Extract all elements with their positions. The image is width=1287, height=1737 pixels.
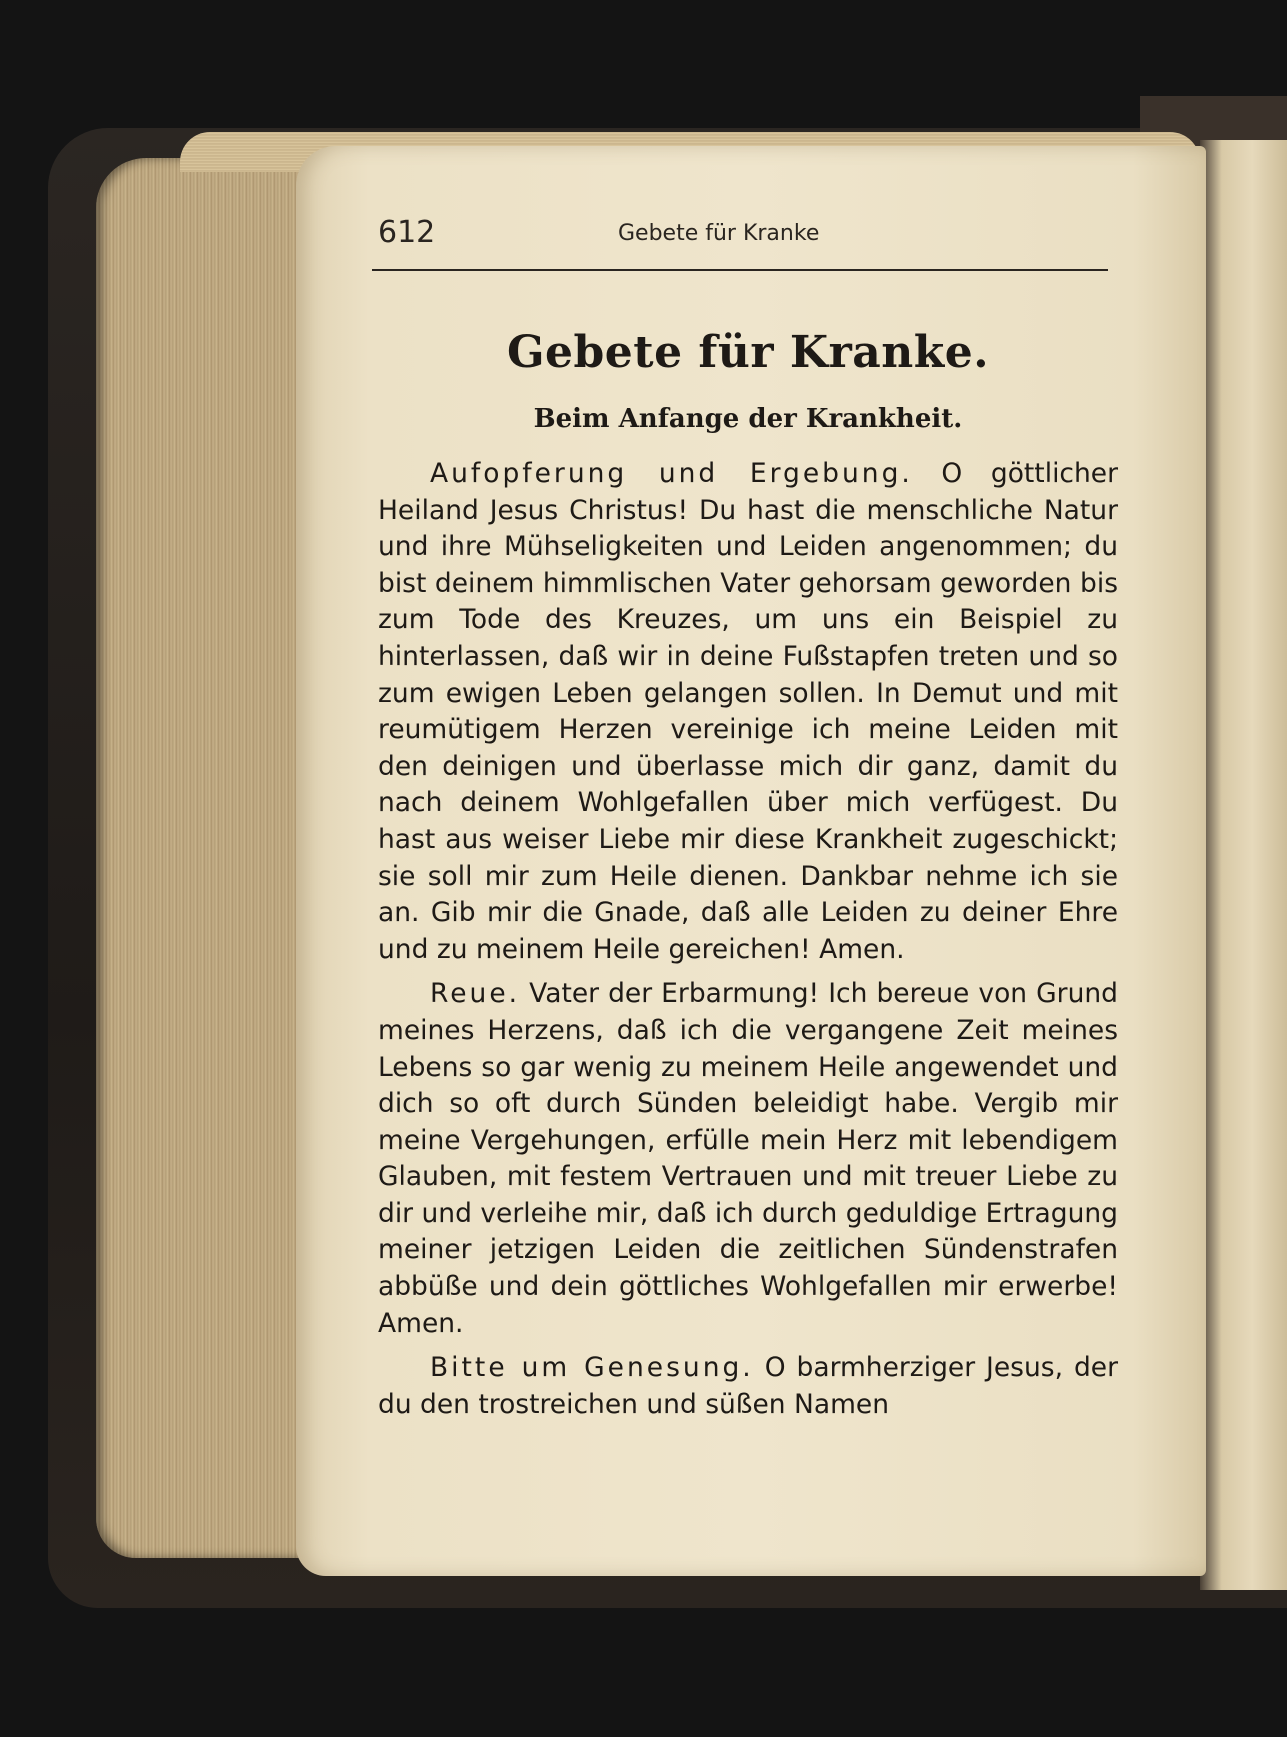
section-subtitle: Beim Anfange der Krankheit.: [533, 404, 963, 434]
page-title: Gebete für Kranke.: [506, 327, 990, 378]
header-rule: [372, 269, 1108, 271]
prayer-paragraph: [378, 1350, 1118, 1423]
prayer-lead: Aufopferung und Ergebung.: [430, 458, 913, 489]
page-number: 612: [378, 215, 436, 250]
prayer-lead: Bitte um Genesung.: [430, 1352, 754, 1384]
page-content: [378, 215, 1118, 1423]
prayer-paragraph: [378, 456, 1118, 968]
running-head: [378, 215, 1118, 259]
page-gutter: [1200, 140, 1287, 1590]
prayer-text: O barmherziger Jesus, der du den trostreichen und süßen Namen: [378, 1352, 1118, 1420]
prayer-lead: Reue.: [430, 978, 521, 1010]
prayer-paragraph: [378, 976, 1118, 1342]
prayer-text: Vater der Erbarmung! Ich bereue von Grund meines Herzens, daß ich die vergangene Zeit meines Lebens so gar wenig zu meinem Heile angewendet und dich so oft durch Sünden beleidigt habe. Vergib mir meine Vergehungen, erfülle mein Herz mit lebendigem Glauben, mit festem Vertrauen und mit treuer Liebe zu dir und verleihe mir, daß ich durch geduldige Ertragung meiner jetzigen Leiden die zeitlichen Sündenstrafen abbüße und dein göttliches Wohlgefallen mir erwerbe! Amen.: [378, 978, 1118, 1339]
running-title: Gebete für Kranke: [618, 221, 820, 246]
prayer-text: O göttlicher Heiland Jesus Christus! Du hast die menschliche Natur und ihre Mühseligkeiten und Leiden angenommen; du bist deinem himmlischen Vater gehorsam geworden bis zum Tode des Kreuzes, um uns ein Beispiel zu hinterlassen, daß wir in deine Fußstapfen treten und so zum ewigen Leben gelangen sollen. In Demut und mit reumütigem Herzen vereinige ich meine Leiden mit den deinigen und überlasse mich dir ganz, damit du nach deinem Wohlgefallen über mich verfügest. Du hast aus weiser Liebe mir diese Krankheit zugeschickt; sie soll mir zum Heile dienen. Dankbar nehme ich sie an. Gib mir die Gnade, daß alle Leiden zu deiner Ehre und zu meinem Heile gereichen! Amen.: [378, 458, 1118, 965]
